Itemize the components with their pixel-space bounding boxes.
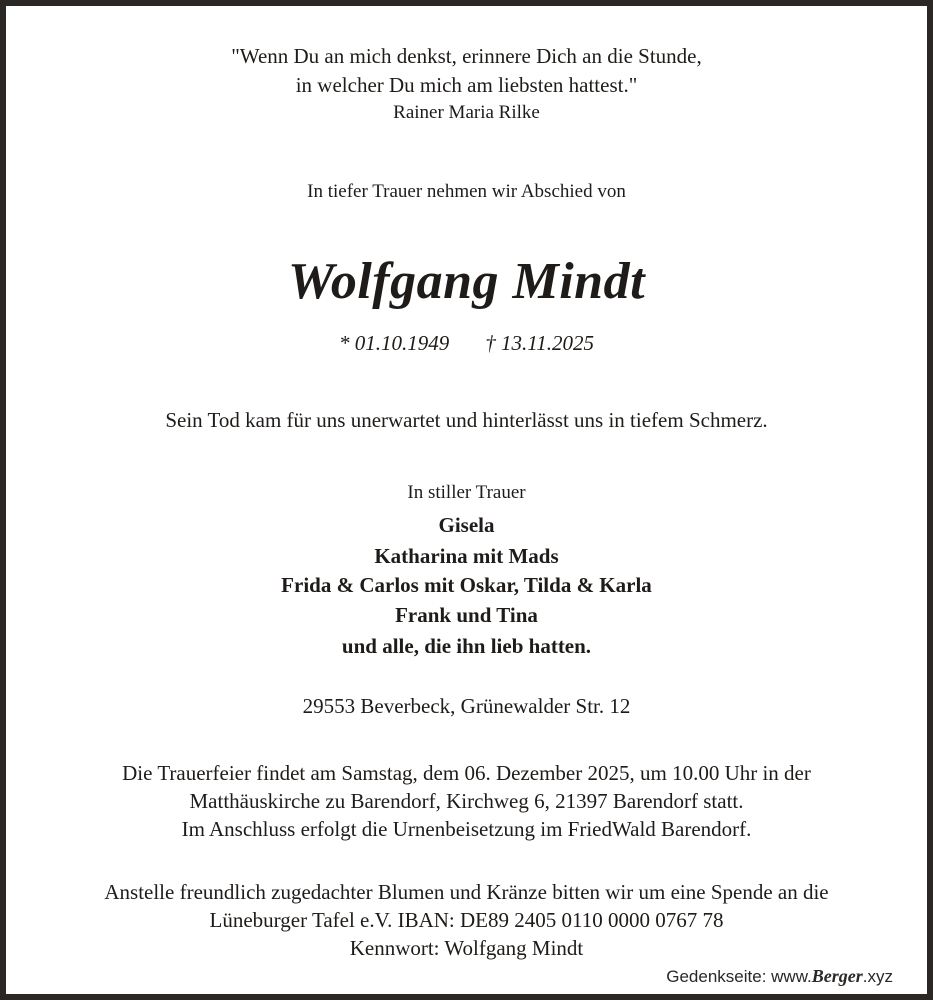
footer-suffix: .xyz: [862, 967, 893, 986]
mourners-heading: In stiller Trauer: [407, 482, 526, 503]
statement-text: Sein Tod kam für uns unerwartet und hinterlässt uns in tiefem Schmerz.: [165, 408, 768, 432]
mourner-name: Frida & Carlos mit Oskar, Tilda & Karla: [281, 573, 652, 597]
birth-date: * 01.10.1949: [339, 331, 450, 355]
donation-line-1: Anstelle freundlich zugedachter Blumen und Kränze bitten wir um eine Spende an die: [104, 880, 829, 904]
deceased-name: Wolfgang Mindt: [287, 253, 646, 310]
donation-line-2: Lüneburger Tafel e.V. IBAN: DE89 2405 0110 0000 0767 78: [209, 908, 724, 932]
life-dates: [0, 331, 933, 356]
quote-line-2: in welcher Du mich am liebsten hattest.": [295, 73, 638, 97]
mourner-name: Frank und Tina: [395, 603, 538, 627]
brand-logo: Berger: [811, 966, 863, 986]
family-address: 29553 Beverbeck, Grünewalder Str. 12: [302, 694, 631, 718]
ceremony-line-3: Im Anschluss erfolgt die Urnenbeisetzung im FriedWald Barendorf.: [181, 817, 752, 841]
mourner-name: und alle, die ihn lieb hatten.: [341, 634, 592, 658]
mourner-name: Gisela: [438, 513, 495, 537]
mourner-name: Katharina mit Mads: [374, 544, 559, 568]
ceremony-line-2: Matthäuskirche zu Barendorf, Kirchweg 6, 21397 Barendorf statt.: [189, 789, 744, 813]
intro-text: In tiefer Trauer nehmen wir Abschied von: [307, 181, 626, 202]
ceremony-line-1: Die Trauerfeier findet am Samstag, dem 06. Dezember 2025, um 10.00 Uhr in der: [122, 761, 811, 785]
death-date: † 13.11.2025: [485, 331, 594, 355]
memorial-page-link[interactable]: [666, 966, 893, 987]
quote-author: Rainer Maria Rilke: [393, 102, 540, 123]
donation-line-3: Kennwort: Wolfgang Mindt: [349, 936, 584, 960]
quote-line-1: "Wenn Du an mich denkst, erinnere Dich an die Stunde,: [231, 44, 702, 68]
footer-prefix: Gedenkseite: www.: [666, 967, 812, 986]
